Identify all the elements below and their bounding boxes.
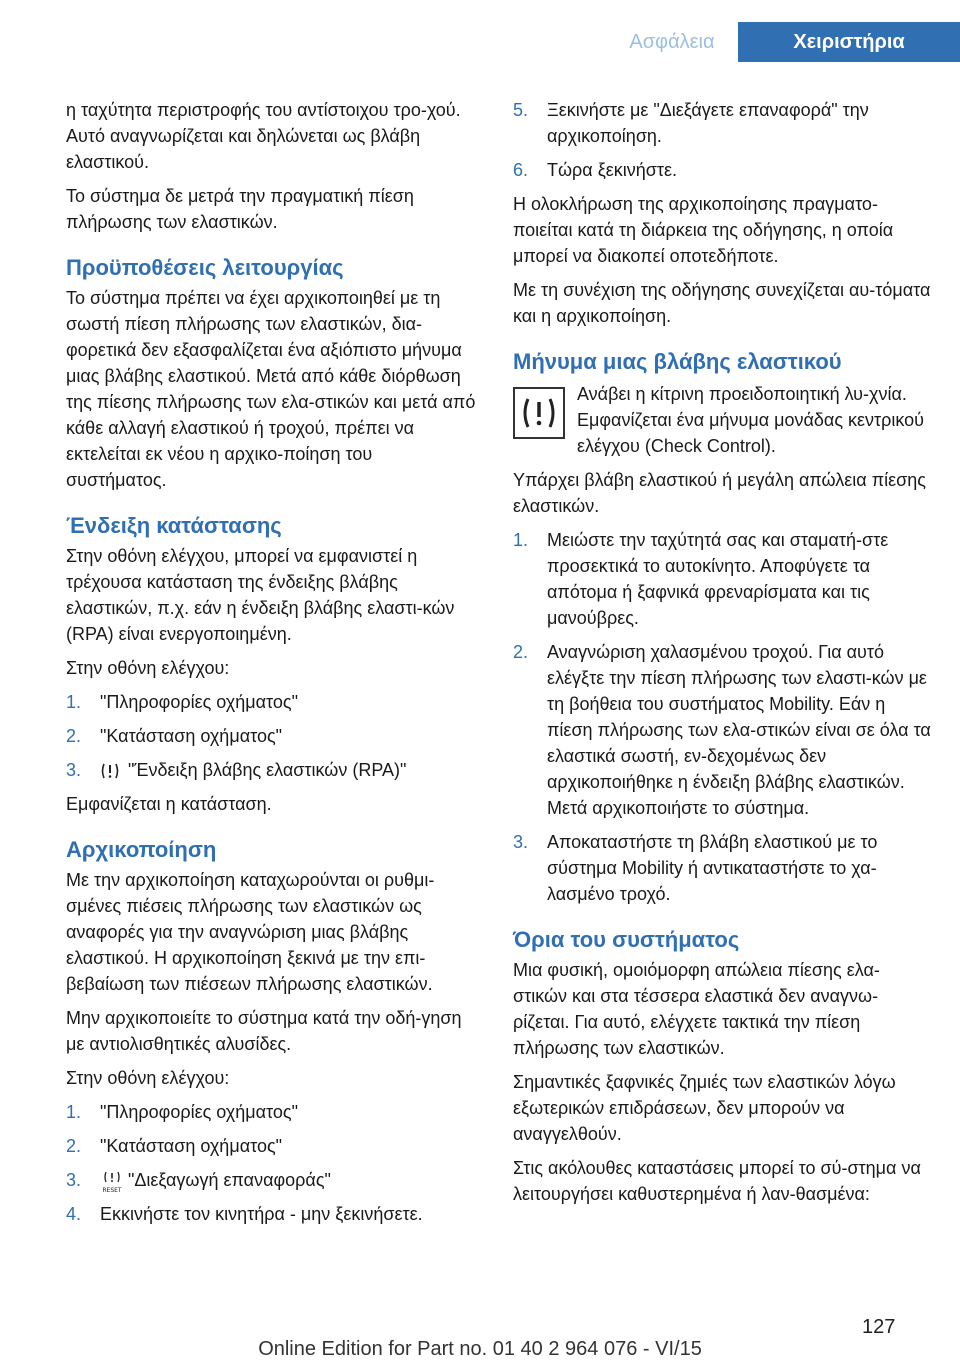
paragraph: Υπάρχει βλάβη ελαστικού ή μεγάλη απώλεια πίεσης ελαστικών. xyxy=(513,470,926,516)
heading-status-display: Ένδειξη κατάστασης xyxy=(66,513,282,538)
steps-list xyxy=(66,689,476,783)
paragraph: Εμφανίζεται η κατάσταση. xyxy=(66,794,272,814)
list-item xyxy=(66,689,476,715)
list-item xyxy=(66,1133,476,1159)
list-text: "Διεξαγωγή επαναφοράς" xyxy=(128,1170,331,1190)
list-item xyxy=(66,1167,476,1193)
paragraph: Μια φυσική, ομοιόμορφη απώλεια πίεσης ελα-στικών και στα τέσσερα ελαστικά δεν αναγνω-ρίζεται. Για αυτό, ελέγχετε τακτικά την πίεση πλήρωσης των ελαστικών. xyxy=(513,960,880,1058)
list-item xyxy=(66,1099,476,1125)
list-text: Αποκαταστήστε τη βλάβη ελαστικού με το σύστημα Mobility ή αντικαταστήστε το χα-λασμένο τροχό. xyxy=(547,832,878,904)
list-text: "Πληροφορίες οχήματος" xyxy=(100,692,298,712)
list-text: Ξεκινήστε με "Διεξάγετε επαναφορά" την αρχικοποίηση. xyxy=(547,100,869,146)
edition-footer: Online Edition for Part no. 01 40 2 964 076 - VI/15 xyxy=(258,1338,702,1360)
paragraph: Στην οθόνη ελέγχου: xyxy=(66,1068,230,1088)
paragraph: Μην αρχικοποιείτε το σύστημα κατά την οδή-γηση με αντιολισθητικές αλυσίδες. xyxy=(66,1008,462,1054)
list-item xyxy=(66,757,476,783)
warning-block xyxy=(513,381,933,459)
list-number: 1. xyxy=(513,530,529,550)
list-text: Αναγνώριση χαλασμένου τροχού. Για αυτό ελέγξτε την πίεση πλήρωσης των ελαστι-κών με τη βοήθεια του συστήματος Mobility. Εάν η πίεση πλήρωσης των ελα-στικών είναι σε όλα τα ελαστικά σωστή, εν-δεχομένως δεν αρχικοποιήθηκε η ένδειξη βλάβης ελαστικών. Μετά αρχικοποιήστε το σύστημα. xyxy=(547,642,931,818)
list-text: Μειώστε την ταχύτητά σας και σταματή-στε προσεκτικά το αυτοκίνητο. Αποφύγετε τα απότομα ή ξαφνικά φρεναρίσματα και τις μανούβρες. xyxy=(547,530,889,628)
paragraph: Με την αρχικοποίηση καταχωρούνται οι ρυθμι-σμένες πιέσεις πλήρωσης των ελαστικών ως αναφορές για την αναγνώριση μιας βλάβης ελαστικού. Η αρχικοποίηση ξεκινά με την επι-βεβαίωση των πιέσεων πλήρωσης ελαστικών. xyxy=(66,870,435,994)
paragraph: Στην οθόνη ελέγχου: xyxy=(66,658,230,678)
list-number: 1. xyxy=(66,1102,82,1122)
list-number: 2. xyxy=(66,726,82,746)
reset-label: RESET xyxy=(102,1187,122,1194)
list-text: "Πληροφορίες οχήματος" xyxy=(100,1102,298,1122)
list-item xyxy=(66,723,476,749)
heading-system-limits: Όρια του συστήματος xyxy=(513,927,740,952)
list-number: 3. xyxy=(66,760,82,780)
paragraph: Το σύστημα πρέπει να έχει αρχικοποιηθεί με τη σωστή πίεση πλήρωσης των ελαστικών, δια-φορετικά δεν εξασφαλίζεται ένα αξιόπιστο μήνυμα μιας βλάβης ελαστικού. Μετά από κάθε διόρθωση της πίεσης πλήρωσης των ελα-στικών και μετά από κάθε αλλαγή ελαστικού ή τροχού, πρέπει να εκτελείται εκ νέου η αρχικο-ποίηση του συστήματος. xyxy=(66,288,476,490)
list-number: 5. xyxy=(513,100,529,120)
list-number: 4. xyxy=(66,1204,82,1224)
right-column xyxy=(513,97,933,1215)
tire-pressure-warning-icon xyxy=(100,761,120,781)
list-number: 2. xyxy=(66,1136,82,1156)
tab-handling[interactable]: Χειριστήρια xyxy=(738,22,960,62)
list-number: 3. xyxy=(66,1170,82,1190)
list-text: Τώρα ξεκινήστε. xyxy=(547,160,678,180)
tire-reset-icon xyxy=(100,1171,122,1194)
steps-list xyxy=(66,1099,476,1227)
paragraph: Στην οθόνη ελέγχου, μπορεί να εμφανιστεί η τρέχουσα κατάσταση της ένδειξης βλάβης ελαστικών, π.χ. εάν η ένδειξη βλάβης ελαστι-κών (RPA) είναι ενεργοποιημένη. xyxy=(66,546,455,644)
list-item xyxy=(66,1201,476,1227)
left-column xyxy=(66,97,476,1235)
list-number: 2. xyxy=(513,642,529,662)
list-item xyxy=(513,97,933,149)
steps-list xyxy=(513,527,933,907)
page-number: 127 xyxy=(862,1316,896,1338)
heading-tire-fault-message: Μήνυμα μιας βλάβης ελαστικού xyxy=(513,349,842,374)
paragraph: Στις ακόλουθες καταστάσεις μπορεί το σύ-στημα να λειτουργήσει καθυστερημένα ή λαν-θασμένα: xyxy=(513,1158,921,1204)
list-number: 1. xyxy=(66,692,82,712)
list-number: 3. xyxy=(513,832,529,852)
list-item xyxy=(513,527,933,631)
paragraph: Το σύστημα δε μετρά την πραγματική πίεση πλήρωσης των ελαστικών. xyxy=(66,186,414,232)
list-item xyxy=(513,639,933,821)
heading-initialization: Αρχικοποίηση xyxy=(66,837,217,862)
tire-pressure-warning-icon xyxy=(513,387,565,439)
list-text: "Κατάσταση οχήματος" xyxy=(100,1136,283,1156)
paragraph: η ταχύτητα περιστροφής του αντίστοιχου τρο-χού. Αυτό αναγνωρίζεται και δηλώνεται ως βλάβη ελαστικού. xyxy=(66,100,461,172)
heading-prerequisites: Προϋποθέσεις λειτουργίας xyxy=(66,255,344,280)
paragraph: Με τη συνέχιση της οδήγησης συνεχίζεται αυ-τόματα και η αρχικοποίηση. xyxy=(513,280,931,326)
page-header xyxy=(0,0,960,62)
steps-list xyxy=(513,97,933,183)
paragraph: Σημαντικές ξαφνικές ζημιές των ελαστικών λόγω εξωτερικών επιδράσεων, δεν μπορούν να αναγγελθούν. xyxy=(513,1072,896,1144)
list-text: Εκκινήστε τον κινητήρα - μην ξεκινήσετε. xyxy=(100,1204,423,1224)
list-number: 6. xyxy=(513,160,529,180)
paragraph: Η ολοκλήρωση της αρχικοποίησης πραγματο-ποιείται κατά τη διάρκεια της οδήγησης, η οποία μπορεί να διακοπεί οποτεδήποτε. xyxy=(513,194,894,266)
list-item xyxy=(513,829,933,907)
list-text: "Κατάσταση οχήματος" xyxy=(100,726,283,746)
list-item xyxy=(513,157,933,183)
warning-text: Ανάβει η κίτρινη προειδοποιητική λυ-χνία. Εμφανίζεται ένα μήνυμα μονάδας κεντρικού ελέγχου (Check Control). xyxy=(577,384,925,456)
list-text: "Ένδειξη βλάβης ελαστικών (RPA)" xyxy=(128,760,407,780)
tab-safety[interactable]: Ασφάλεια xyxy=(629,31,715,53)
